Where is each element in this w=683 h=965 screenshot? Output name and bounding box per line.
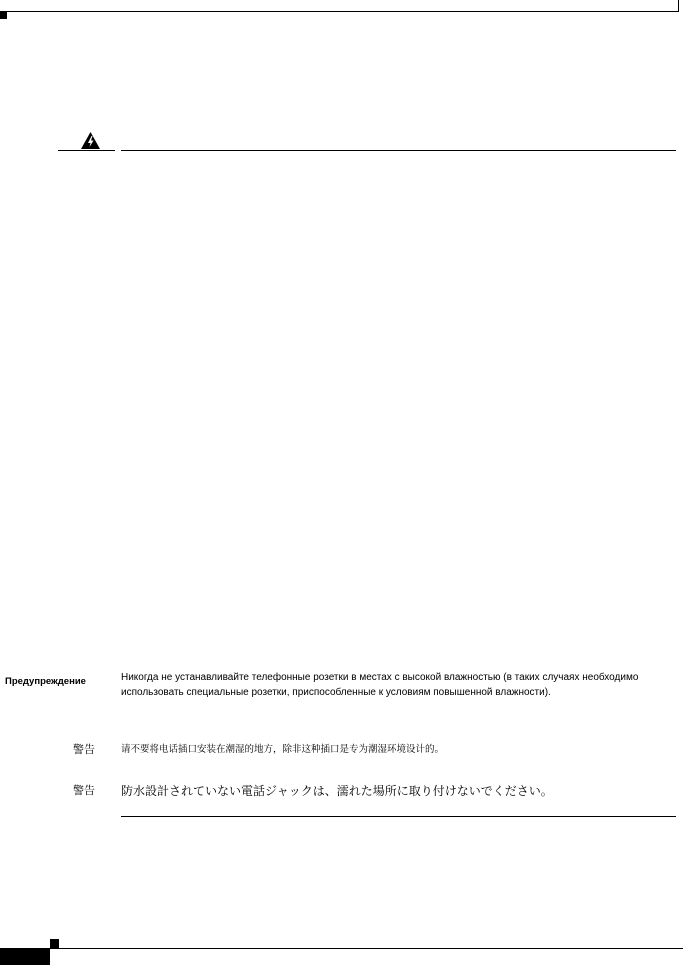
- warning-header-rule-left: [58, 150, 115, 151]
- warning-end-rule: [121, 816, 676, 817]
- warning-label-chinese: 警告: [73, 744, 95, 756]
- footer-page-block: [0, 948, 50, 965]
- warning-text-russian: Никогда не устанавливайте телефонные розетки в местах с высокой влажностью (в таких случаях необходимо использовать специальные розетки, приспособленные к условиям повышенной влажности).: [121, 672, 639, 698]
- warning-label-russian: Предупреждение: [5, 676, 86, 687]
- header-rule: [0, 11, 679, 12]
- footer-rule: [0, 948, 683, 949]
- header-corner-mark: [0, 12, 7, 19]
- warning-label-japanese: 警告: [73, 785, 95, 797]
- warning-header-rule-right: [121, 150, 676, 151]
- warning-icon: [81, 132, 100, 149]
- warning-text-chinese: 请不要将电话插口安装在潮湿的地方，除非这种插口是专为潮湿环境设计的。: [121, 744, 445, 755]
- warning-text-japanese: 防水設計されていない電話ジャックは、濡れた場所に取り付けないでください。: [121, 784, 553, 798]
- footer-corner-mark: [50, 939, 59, 948]
- header-corner-tick: [678, 0, 679, 12]
